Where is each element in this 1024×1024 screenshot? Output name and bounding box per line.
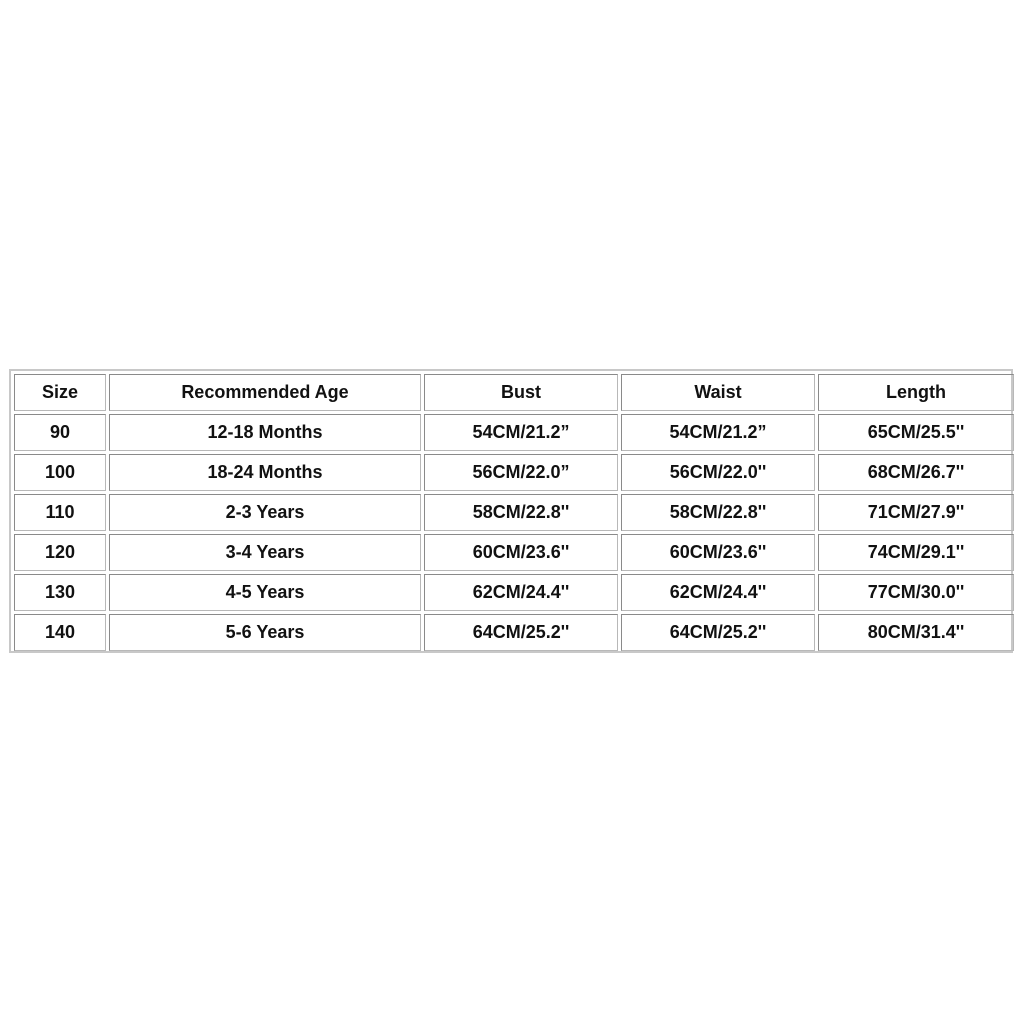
table-header-row bbox=[14, 374, 1014, 411]
header-recommended-age: Recommended Age bbox=[109, 374, 421, 411]
cell-size: 130 bbox=[14, 574, 106, 611]
cell-length: 68CM/26.7'' bbox=[818, 454, 1014, 491]
cell-length: 77CM/30.0'' bbox=[818, 574, 1014, 611]
cell-age: 18-24 Months bbox=[109, 454, 421, 491]
cell-size: 120 bbox=[14, 534, 106, 571]
cell-waist: 64CM/25.2'' bbox=[621, 614, 815, 651]
cell-waist: 54CM/21.2” bbox=[621, 414, 815, 451]
cell-bust: 60CM/23.6'' bbox=[424, 534, 618, 571]
cell-age: 4-5 Years bbox=[109, 574, 421, 611]
size-table bbox=[11, 371, 1017, 654]
cell-waist: 58CM/22.8'' bbox=[621, 494, 815, 531]
cell-bust: 62CM/24.4'' bbox=[424, 574, 618, 611]
cell-length: 80CM/31.4'' bbox=[818, 614, 1014, 651]
header-size: Size bbox=[14, 374, 106, 411]
cell-waist: 56CM/22.0'' bbox=[621, 454, 815, 491]
cell-age: 5-6 Years bbox=[109, 614, 421, 651]
cell-size: 110 bbox=[14, 494, 106, 531]
cell-size: 90 bbox=[14, 414, 106, 451]
cell-length: 71CM/27.9'' bbox=[818, 494, 1014, 531]
cell-bust: 56CM/22.0” bbox=[424, 454, 618, 491]
table-row bbox=[14, 454, 1014, 491]
cell-age: 2-3 Years bbox=[109, 494, 421, 531]
table-row bbox=[14, 534, 1014, 571]
header-length: Length bbox=[818, 374, 1014, 411]
cell-length: 74CM/29.1'' bbox=[818, 534, 1014, 571]
size-chart bbox=[9, 369, 1013, 653]
cell-waist: 62CM/24.4'' bbox=[621, 574, 815, 611]
cell-bust: 54CM/21.2” bbox=[424, 414, 618, 451]
table-row bbox=[14, 494, 1014, 531]
table-row bbox=[14, 574, 1014, 611]
cell-size: 100 bbox=[14, 454, 106, 491]
cell-bust: 58CM/22.8'' bbox=[424, 494, 618, 531]
table-row bbox=[14, 614, 1014, 651]
cell-waist: 60CM/23.6'' bbox=[621, 534, 815, 571]
cell-age: 12-18 Months bbox=[109, 414, 421, 451]
header-bust: Bust bbox=[424, 374, 618, 411]
table-row bbox=[14, 414, 1014, 451]
cell-bust: 64CM/25.2'' bbox=[424, 614, 618, 651]
header-waist: Waist bbox=[621, 374, 815, 411]
cell-age: 3-4 Years bbox=[109, 534, 421, 571]
cell-size: 140 bbox=[14, 614, 106, 651]
cell-length: 65CM/25.5'' bbox=[818, 414, 1014, 451]
